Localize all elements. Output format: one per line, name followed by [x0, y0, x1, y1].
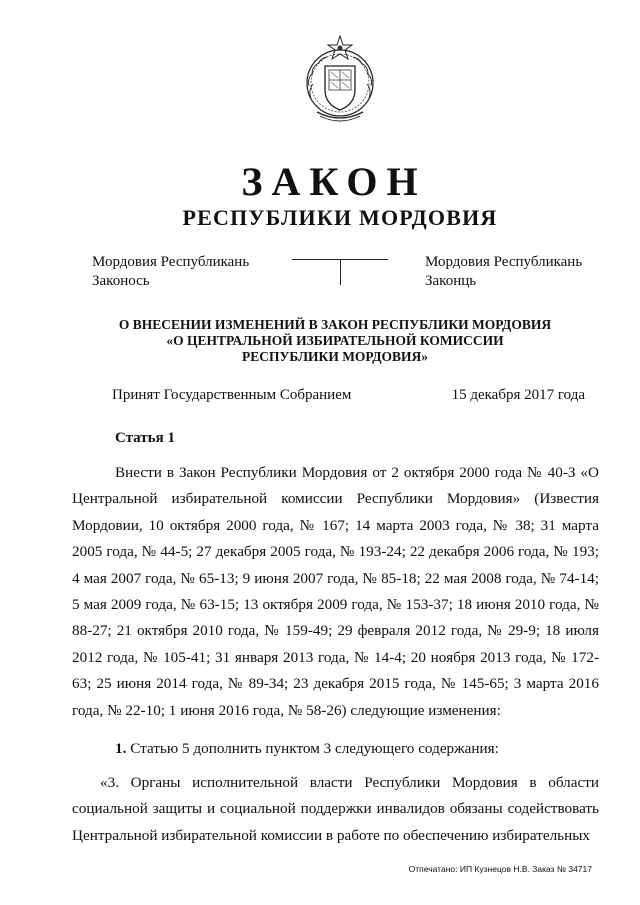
law-name — [0, 317, 640, 365]
right-language-block — [425, 253, 582, 291]
article-body — [72, 460, 599, 724]
header-divider-vertical — [340, 259, 341, 285]
adoption-label: Принят Государственным Собранием — [112, 387, 352, 403]
document-subtitle: РЕСПУБЛИКИ МОРДОВИЯ — [182, 205, 498, 230]
adoption-line — [112, 387, 585, 404]
adoption-date: 15 декабря 2017 года — [451, 387, 585, 403]
document-title: ЗАКОН — [241, 159, 427, 204]
left-language-line1: Мордовия Республикань — [92, 254, 250, 270]
right-language-line2: Законць — [425, 273, 477, 289]
article-heading: Статья 1 — [115, 430, 175, 446]
left-language-line2: Законось — [92, 273, 150, 289]
quoted-amendment-paragraph: «3. Органы исполнительной власти Республики Мордовия в области социальной защиты и социальной поддержки инвалидов обязаны содействовать Центральной избирательной комиссии в работе по обеспечению избирательных — [72, 774, 599, 844]
article-item-1 — [115, 740, 499, 758]
law-name-line1: О ВНЕСЕНИИ ИЗМЕНЕНИЙ В ЗАКОН РЕСПУБЛИКИ МОРДОВИЯ — [118, 317, 552, 332]
item-number: 1. — [115, 740, 127, 757]
quoted-amendment — [72, 770, 599, 849]
article-intro-paragraph: Внести в Закон Республики Мордовия от 2 октября 2000 года № 40-З «О Центральной избирательной комиссии Республики Мордовия» (Известия Мордовии, 10 октября 2000 года, № 167; 14 марта 2003 года, № 38; 31 марта 2005 года, № 44-5; 27 декабря 2005 года, № 193-24; 22 декабря 2006 года, № 193; 4 мая 2007 года, № 65-13; 9 июня 2007 года, № 85-18; 22 мая 2008 года, № 74-14; 5 мая 2009 года, № 63-15; 13 октября 2009 года, № 153-37; 18 июня 2010 года, № 88-27; 21 октября 2010 года, № 159-49; 29 февраля 2012 года, № 29-9; 18 июля 2012 года, № 105-41; 31 января 2013 года, № 14-4; 20 ноября 2013 года, № 172-63; 25 июня 2014 года, № 89-34; 23 декабря 2015 года, № 145-65; 3 марта 2016 года, № 22-10; 1 июня 2016 года, № 58-26) следующие изменения: — [72, 464, 599, 719]
law-name-line3: РЕСПУБЛИКИ МОРДОВИЯ» — [241, 349, 429, 364]
right-language-line1: Мордовия Республикань — [425, 254, 583, 270]
left-language-block — [92, 253, 249, 291]
item-text: Статью 5 дополнить пунктом 3 следующего содержания: — [130, 740, 499, 757]
coat-of-arms-icon — [295, 28, 385, 128]
law-name-line2: «О ЦЕНТРАЛЬНОЙ ИЗБИРАТЕЛЬНОЙ КОМИССИИ — [166, 333, 504, 348]
printer-footer: Отпечатано: ИП Кузнецов Н.В. Заказ № 34717 — [408, 864, 592, 874]
